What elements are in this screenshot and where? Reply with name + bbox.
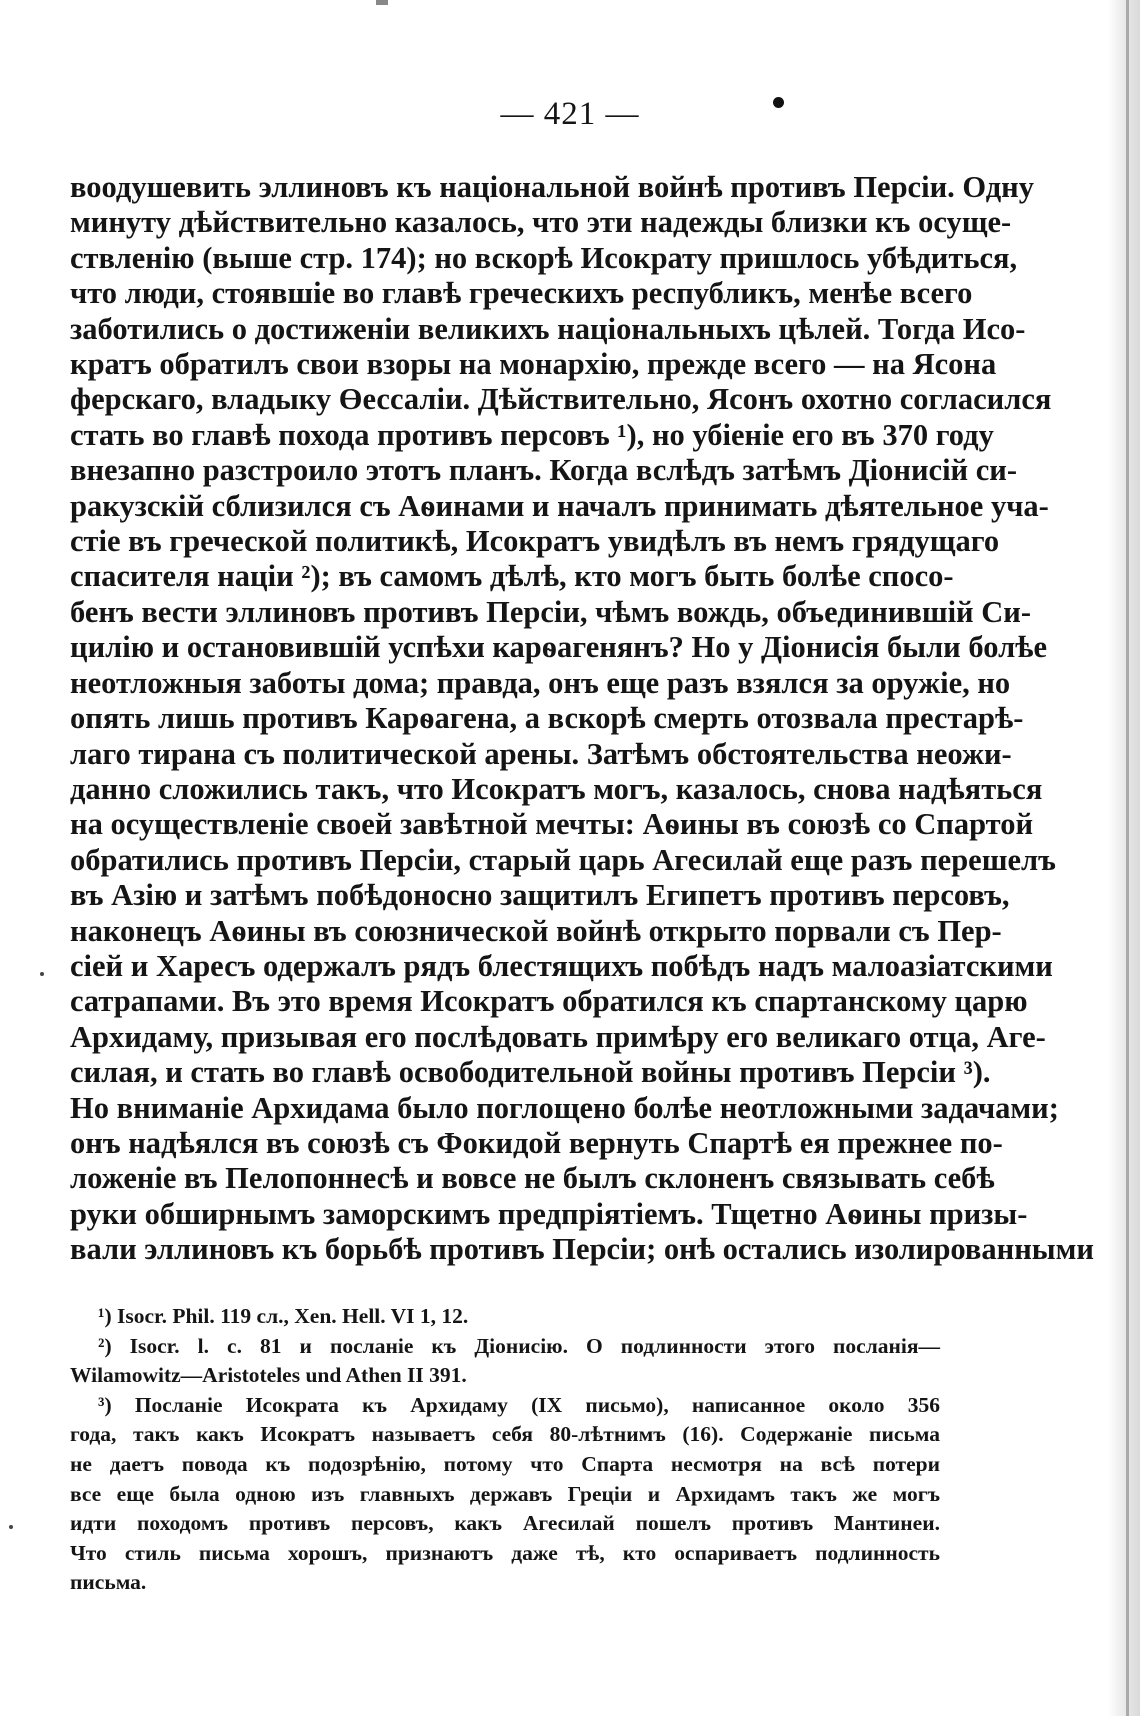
text-line: наконецъ Аѳины въ союзнической войнѣ открыто порвали съ Пер- xyxy=(70,913,1002,948)
text-line: Архидаму, призывая его послѣдовать примѣру его великаго отца, Аге- xyxy=(70,1019,1046,1054)
top-edge-mark xyxy=(376,0,388,5)
text-line: кратъ обратилъ свои взоры на монархію, прежде всего — на Ясона xyxy=(70,347,997,382)
text-line: Но вниманіе Архидама было поглощено болѣе неотложными задачами; xyxy=(70,1090,1059,1125)
footnote-3 xyxy=(70,1391,940,1598)
text-line: опять лишь противъ Карѳагена, а вскорѣ смерть отозвала престарѣ- xyxy=(70,701,1024,736)
footnote-2 xyxy=(70,1332,940,1391)
footnote-line: идти походомъ противъ персовъ, какъ Агесилай пошелъ противъ Мантинеи. xyxy=(70,1511,940,1536)
text-line: ствленію (выше стр. 174); но вскорѣ Исократу пришлось убѣдиться, xyxy=(70,240,1018,275)
binding-shadow xyxy=(1108,0,1140,1716)
text-line: ложеніе въ Пелопоннесѣ и вовсе не былъ склоненъ связывать себѣ xyxy=(70,1161,995,1196)
text-line: минуту дѣйствительно казалось, что эти надежды близки къ осуще- xyxy=(70,205,1012,240)
text-line: онъ надѣялся въ союзѣ съ Фокидой вернуть Спартѣ ея прежнее по- xyxy=(70,1125,1003,1160)
footnote-line: ²) Isocr. l. c. 81 и посланіе къ Діонисію. О подлинности этого посланія— xyxy=(98,1333,940,1358)
text-line: бенъ вести эллиновъ противъ Персіи, чѣмъ вождь, объединившій Си- xyxy=(70,594,1032,629)
text-line: стіе въ греческой политикѣ, Исократъ увидѣлъ въ немъ грядущаго xyxy=(70,524,1000,559)
text-line: лаго тирана съ политической арены. Затѣмъ обстоятельства неожи- xyxy=(70,736,1012,771)
text-line: вали эллиновъ къ борьбѣ противъ Персіи; онѣ остались изолированными xyxy=(70,1232,1094,1267)
text-line: цилію и остановившій успѣхи карѳагенянъ? Но у Діонисія были болѣе xyxy=(70,630,1048,665)
text-line: ферскаго, владыку Өессаліи. Дѣйствительно, Ясонъ охотно согласился xyxy=(70,382,1052,417)
text-line: обратились противъ Персіи, старый царь Агесилай еще разъ перешелъ xyxy=(70,842,1056,877)
text-line: стать во главѣ похода противъ персовъ ¹), но убіеніе его въ 370 году xyxy=(70,417,994,452)
footnote-line: Wilamowitz—Aristoteles und Athen II 391. xyxy=(70,1363,467,1388)
margin-speck xyxy=(9,1525,13,1529)
text-line: на осуществленіе своей завѣтной мечты: Аѳины въ союзѣ со Спартой xyxy=(70,807,1034,842)
main-text-block xyxy=(70,170,1094,1268)
text-line: сатрапами. Въ это время Исократъ обратился къ спартанскому царю xyxy=(70,984,1028,1019)
text-line: неотложныя заботы дома; правда, онъ еще разъ взялся за оружіе, но xyxy=(70,665,1011,700)
text-line: руки обширнымъ заморскимъ предпріятіемъ. Тщетно Аѳины призы- xyxy=(70,1196,1028,1231)
footnote-line: Что стиль письма хорошъ, признаютъ даже тѣ, кто оспариваетъ подлинность xyxy=(70,1540,940,1565)
text-line: ракузскій сблизился съ Аѳинами и началъ принимать дѣятельное уча- xyxy=(70,488,1049,523)
text-line: въ Азію и затѣмъ побѣдоносно защитилъ Египетъ противъ персовъ, xyxy=(70,878,1010,913)
footnotes-block xyxy=(70,1302,940,1598)
text-line: внезапно разстроило этотъ планъ. Когда вслѣдъ затѣмъ Діонисій си- xyxy=(70,453,1018,488)
text-line: сіей и Харесъ одержалъ рядъ блестящихъ побѣдъ надъ малоазіатскими xyxy=(70,948,1053,983)
margin-speck xyxy=(40,972,44,976)
footnote-line: письма. xyxy=(70,1570,147,1595)
text-line: спасителя націи ²); въ самомъ дѣлѣ, кто могъ быть болѣе спосо- xyxy=(70,559,954,594)
footnote-1 xyxy=(70,1302,940,1332)
page-number: — 421 — xyxy=(500,96,640,132)
text-line: заботились о достиженіи великихъ національныхъ цѣлей. Тогда Исо- xyxy=(70,311,1026,346)
text-line: что люди, стоявшіе во главѣ греческихъ республикъ, менѣе всего xyxy=(70,276,973,311)
footnote-line: года, такъ какъ Исократъ называетъ себя 80-лѣтнимъ (16). Содержаніе письма xyxy=(70,1422,940,1447)
footnote-line: ¹) Isocr. Phil. 119 сл., Xen. Hell. VI 1, 12. xyxy=(98,1304,469,1328)
text-line: воодушевить эллиновъ къ національной войнѣ противъ Персіи. Одну xyxy=(70,170,1034,204)
footnote-line: не даетъ повода къ подозрѣнію, потому что Спарта несмотря на всѣ потери xyxy=(70,1451,940,1476)
footnote-line: ³) Посланіе Исократа къ Архидаму (IX письмо), написанное около 356 xyxy=(98,1392,940,1417)
text-line: силая, и стать во главѣ освободительной войны противъ Персіи ³). xyxy=(70,1055,991,1090)
footnote-line: все еще была одною изъ главныхъ державъ Греціи и Архидамъ такъ же могъ xyxy=(70,1481,940,1506)
binding-line xyxy=(1126,0,1129,1716)
text-line: данно сложились такъ, что Исократъ могъ, казалось, снова надѣяться xyxy=(70,771,1043,806)
